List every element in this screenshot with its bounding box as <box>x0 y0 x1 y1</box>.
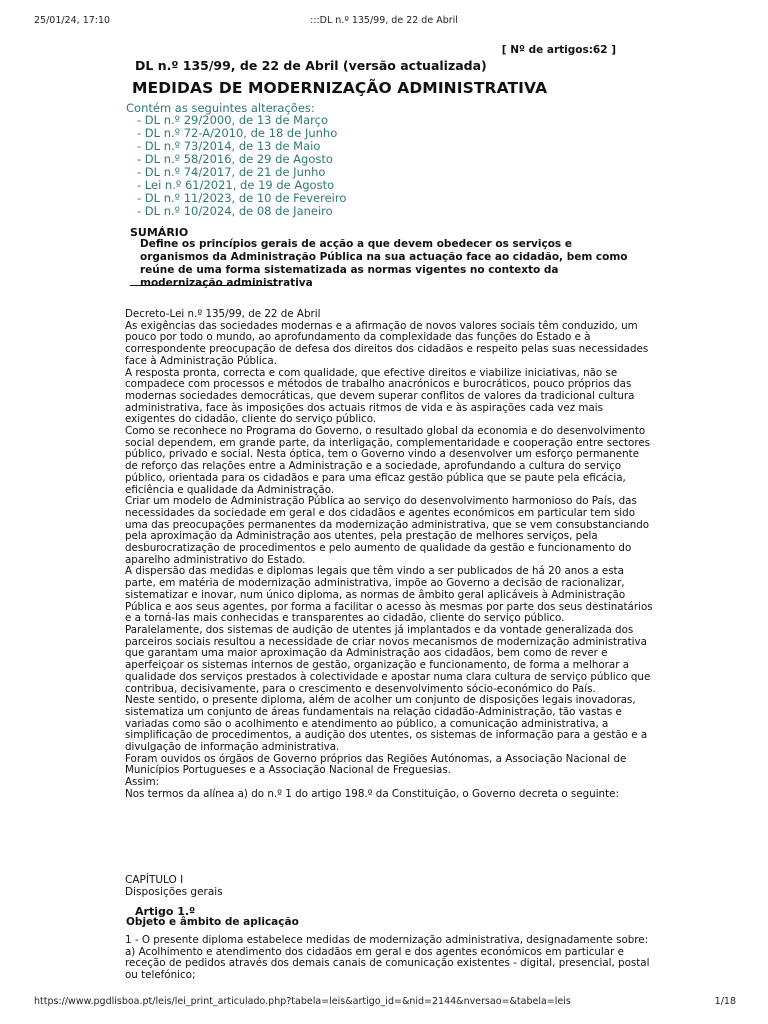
chapter-label: CAPÍTULO I <box>125 874 184 886</box>
preamble-paragraph: A dispersão das medidas e diplomas legais que têm vindo a ser publicados de há 20 anos a esta parte, em matéria de modernização administrativa, impõe ao Governo a decisão de racionalizar, sistematizar e inovar, num único diploma, as normas de âmbito geral aplicáveis à Administração Pública e aos seus agentes, por forma a facilitar o acesso às mesmas por parte dos seus destinatários e a torná-las mais conhecidas e transparentes ao cidadão, cliente do serviço público. <box>125 565 653 625</box>
document-title: DL n.º 135/99, de 22 de Abril (versão actualizada) <box>135 58 487 73</box>
print-datetime: 25/01/24, 17:10 <box>34 15 111 26</box>
print-url: https://www.pgdlisboa.pt/leis/lei_print_articulado.php?tabela=leis&artigo_id=&nid=2144&nversao=&tabela=leis <box>34 996 571 1007</box>
preamble-paragraph: Foram ouvidos os órgãos de Governo próprios das Regiões Autónomas, a Associação Nacional de Municípios Portugueses e a Associação Nacional de Freguesias. <box>125 752 627 777</box>
summary-label: SUMÁRIO <box>130 226 189 239</box>
preamble-paragraph: Criar um modelo de Administração Pública ao serviço do desenvolvimento harmonioso do País, das necessidades da sociedade em geral e dos cidadãos e agentes económicos em particular tem sido uma das preocupações permanentes da modernização administrativa, que se vem consubstanciando pela aproximação da Administração aos utentes, pela prestação de melhores serviços, pela desburocratização de procedimentos e pelo aumento de qualidade da gestão e funcionamento do aparelho administrativo do Estado. <box>125 495 650 566</box>
document-heading: MEDIDAS DE MODERNIZAÇÃO ADMINISTRATIVA <box>132 79 548 97</box>
article-body <box>125 935 653 982</box>
amendment-link[interactable]: - DL n.º 10/2024, de 08 de Janeiro <box>137 204 333 218</box>
chapter-title: Disposições gerais <box>125 886 223 898</box>
print-page-title: :::DL n.º 135/99, de 22 de Abril <box>310 15 458 26</box>
amendment-link[interactable]: - DL n.º 58/2016, de 29 de Agosto <box>137 152 333 166</box>
article-paragraph: a) Acolhimento e atendimento dos cidadãos em geral e dos agentes económicos em particular e receção de pedidos através dos demais canais de comunicação existentes - digital, presencial, postal ou telefónico; <box>125 945 650 982</box>
preamble-decree-title: Decreto-Lei n.º 135/99, de 22 de Abril <box>125 308 321 320</box>
amendment-link[interactable]: - DL n.º 29/2000, de 13 de Março <box>137 113 328 127</box>
article-count: [ Nº de artigos:62 ] <box>501 44 616 56</box>
preamble <box>125 309 653 801</box>
preamble-paragraph: Neste sentido, o presente diploma, além de acolher um conjunto de disposições legais inovadoras, sistematiza um conjunto de áreas fundamentais na relação cidadão-Administração, tão vastas e variadas como são o acolhimento e atendimento ao público, a comunicação administrativa, a simplificação de procedimentos, a audição dos utentes, os sistemas de informação para a gestão e a divulgação de informação administrativa. <box>125 694 648 754</box>
amendments-label: Contém as seguintes alterações: <box>126 101 315 115</box>
article-paragraph: 1 - O presente diploma estabelece medidas de modernização administrativa, designadamente sobre: <box>125 934 649 946</box>
print-page-number: 1/18 <box>714 996 736 1007</box>
article-title: Objeto e âmbito de aplicação <box>126 916 299 928</box>
preamble-paragraph: Nos termos da alínea a) do n.º 1 do artigo 198.º da Constituição, o Governo decreta o seguinte: <box>125 787 619 800</box>
preamble-paragraph: Como se reconhece no Programa do Governo, o resultado global da economia e do desenvolvimento social dependem, em grande parte, da interligação, complementaridade e cooperação entre sectores público, privado e social. Nesta óptica, tem o Governo vindo a desenvolver um esforço permanente de reforço das relações entre a Administração e a sociedade, aprofundando a cultura do serviço público, orientada para os cidadãos e para uma eficaz gestão pública que se paute pela eficácia, eficiência e qualidade da Administração. <box>125 425 651 496</box>
preamble-paragraph: Paralelamente, dos sistemas de audição de utentes já implantados e da vontade generalizada dos parceiros sociais resultou a necessidade de criar novos mecanismos de modernização administrativa que garantam uma maior aproximação da Administração aos cidadãos, bem como de rever e aperfeiçoar os sistemas internos de gestão, organização e funcionamento, de forma a melhorar a qualidade dos serviços prestados à colectividade e apostar numa clara cultura de serviço público que contribua, decisivamente, para o crescimento e desenvolvimento sócio-económico do País. <box>125 623 651 695</box>
amendment-link[interactable]: - DL n.º 72-A/2010, de 18 de Junho <box>137 126 338 140</box>
summary-divider <box>130 285 278 286</box>
amendments-list <box>137 114 346 218</box>
amendment-link[interactable]: - DL n.º 11/2023, de 10 de Fevereiro <box>137 191 347 205</box>
amendment-link[interactable]: - DL n.º 74/2017, de 21 de Junho <box>137 165 326 179</box>
amendment-link[interactable]: - DL n.º 73/2014, de 13 de Maio <box>137 139 321 153</box>
preamble-paragraph: Assim: <box>125 776 160 789</box>
article-number: Artigo 1.º <box>135 905 196 918</box>
preamble-paragraph: As exigências das sociedades modernas e a afirmação de novos valores sociais têm conduzido, um pouco por todo o mundo, ao aprofundamento da complexidade das funções do Estado e à correspondente preocupação de defesa dos direitos dos cidadãos e respeito pelas suas necessidades face à Administração Pública. <box>125 319 649 367</box>
summary-text: Define os princípios gerais de acção a que devem obedecer os serviços e organismos da Administração Pública na sua actuação face ao cidadão, bem como reúne de uma forma sistematizada as normas vigentes no contexto da modernização administrativa <box>140 238 628 289</box>
amendment-link[interactable]: - Lei n.º 61/2021, de 19 de Agosto <box>137 178 335 192</box>
preamble-paragraph: A resposta pronta, correcta e com qualidade, que efective direitos e viabilize iniciativas, não se compadece com processos e métodos de trabalho anacrónicos e burocráticos, pouco próprios das modernas sociedades democráticas, que devem superar conflitos de valores da tradicional cultura administrativa, face às imposições dos actuais ritmos de vida e às aspirações cada vez mais exigentes do cidadão, cliente do serviço público. <box>125 366 635 426</box>
